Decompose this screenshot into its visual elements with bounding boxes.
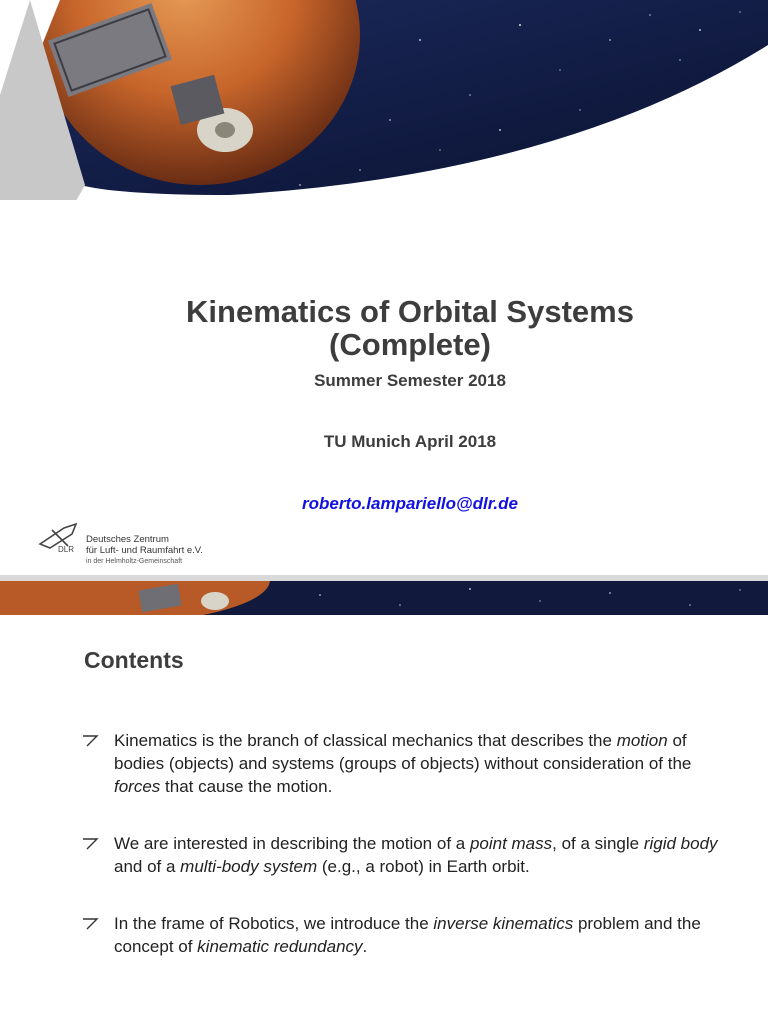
bullet-text: [114, 834, 718, 876]
arrow-bullet-icon: [82, 833, 100, 851]
bullet-emphasis: kinematic redundancy: [197, 937, 363, 956]
logo-line-3: in der Helmholtz-Gemeinschaft: [86, 558, 183, 565]
bullet-emphasis: motion: [616, 731, 668, 750]
email-link[interactable]: roberto.lampariello@dlr.de: [302, 494, 518, 513]
arrow-bullet-icon: [82, 913, 100, 931]
bullet-segment: , of a single: [552, 834, 644, 853]
contents-slide: [0, 575, 768, 1024]
bullet-emphasis: inverse kinematics: [433, 914, 574, 933]
bullet-segment: We are interested in describing the motion of a: [114, 834, 470, 853]
presentation-title: [100, 295, 720, 361]
logo-line-2: für Luft- und Raumfahrt e.V.: [86, 545, 203, 556]
bullet-segment: Kinematics is the branch of classical mechanics that describes the: [114, 731, 617, 750]
semester-label: Summer Semester 2018: [314, 371, 506, 390]
dlr-logo-text: [86, 534, 203, 567]
place-date-label: TU Munich April 2018: [323, 432, 497, 451]
arrow-bullet-icon: [82, 730, 100, 748]
bullet-emphasis: multi-body system: [180, 857, 318, 876]
bullet-text: [114, 731, 691, 796]
bullet-segment: In the frame of Robotics, we introduce the: [114, 914, 434, 933]
logo-line-1: Deutsches Zentrum: [86, 534, 169, 545]
bullet-item: [82, 729, 732, 798]
bullet-item: [82, 832, 732, 878]
bullet-segment: of bodies (objects) and systems (groups of objects) without consideration of the: [114, 731, 692, 773]
bullet-item: [82, 912, 732, 958]
bullet-text: [114, 914, 701, 956]
title-line-2: (Complete): [329, 327, 491, 362]
bullet-segment: that cause the motion.: [160, 777, 333, 796]
title-line-1: Kinematics of Orbital Systems: [186, 294, 634, 329]
space-hero-image: [0, 0, 768, 200]
bullet-emphasis: rigid body: [643, 834, 718, 853]
bullet-segment: (e.g., a robot) in Earth orbit.: [317, 857, 530, 876]
contents-heading: Contents: [84, 647, 184, 673]
bullet-emphasis: point mass: [469, 834, 553, 853]
contents-bullet-list: [82, 729, 732, 992]
bullet-segment: .: [362, 937, 368, 956]
bullet-segment: and of a: [114, 857, 181, 876]
bullet-emphasis: forces: [114, 777, 161, 796]
dlr-abbreviation: DLR: [58, 545, 75, 554]
space-banner-image: [0, 575, 768, 615]
dlr-logo: [38, 520, 258, 570]
bullet-segment: problem and the concept of: [114, 914, 701, 956]
